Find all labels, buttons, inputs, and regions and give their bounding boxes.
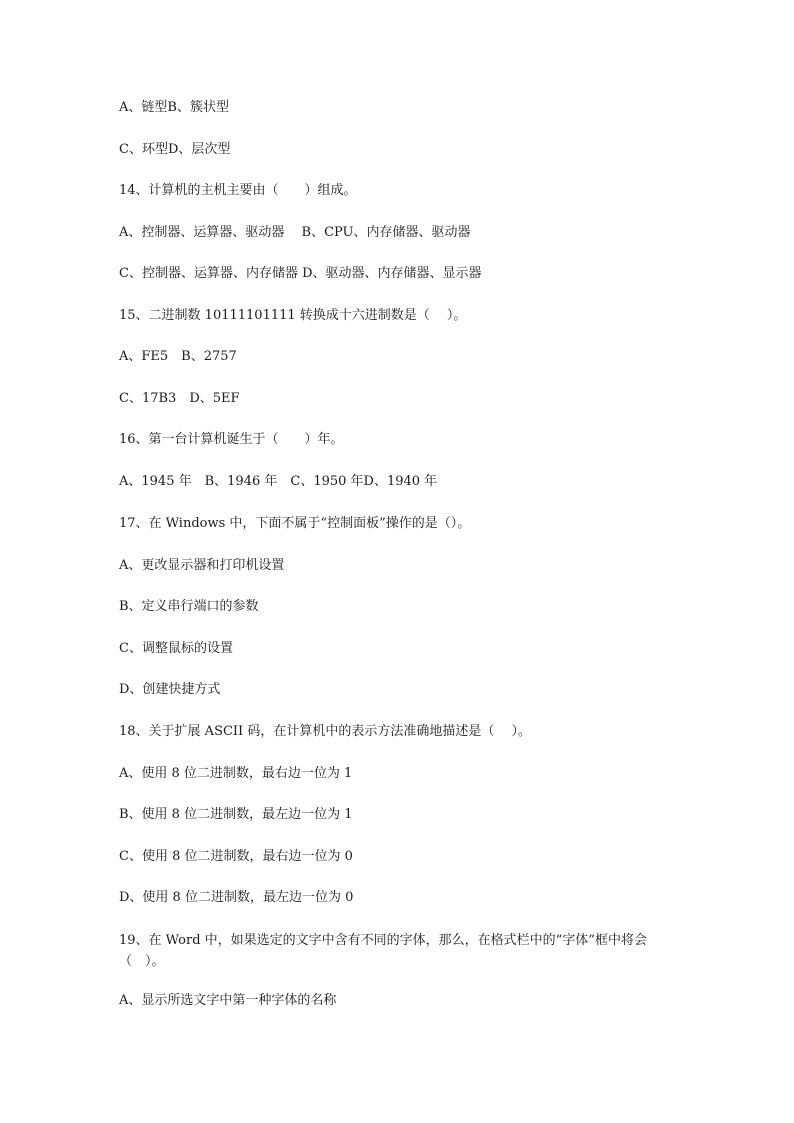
option-line: C、使用 8 位二进制数，最右边一位为 0 [119, 849, 353, 864]
option-line: A、更改显示器和打印机设置 [119, 558, 285, 573]
option-line: B、使用 8 位二进制数，最左边一位为 1 [119, 807, 353, 822]
option-line: C、环型D、层次型 [119, 142, 231, 157]
option-line: A、控制器、运算器、驱动器 B、CPU、内存储器、驱动器 [119, 225, 471, 240]
option-line: A、使用 8 位二进制数，最右边一位为 1 [119, 766, 353, 781]
option-line: B、定义串行端口的参数 [119, 599, 259, 614]
option-line: C、控制器、运算器、内存储器 D、驱动器、内存储器、显示器 [119, 266, 482, 281]
question-17: 17、在 Windows 中，下面不属于“控制面板”操作的是（）。 [119, 516, 471, 531]
option-line: C、调整鼠标的设置 [119, 641, 233, 656]
option-line: A、链型B、簇状型 [119, 100, 229, 115]
question-18: 18、关于扩展 ASCII 码，在计算机中的表示方法准确地描述是（ ）。 [119, 724, 531, 739]
option-line: A、1945 年 B、1946 年 C、1950 年D、1940 年 [119, 474, 438, 489]
question-14: 14、计算机的主机主要由（ ）组成。 [119, 183, 357, 198]
option-line: A、显示所选文字中第一种字体的名称 [119, 993, 337, 1008]
option-line: C、17B3 D、5EF [119, 391, 240, 406]
option-line: D、创建快捷方式 [119, 682, 221, 697]
question-15: 15、二进制数 10111101111 转换成十六进制数是（ ）。 [119, 308, 467, 323]
question-19: 19、在 Word 中，如果选定的文字中含有不同的字体，那么，在格式栏中的“字体”框中将会（ ）。 [119, 933, 647, 969]
question-16: 16、第一台计算机诞生于（ ）年。 [119, 432, 344, 447]
option-line: D、使用 8 位二进制数，最左边一位为 0 [119, 890, 354, 905]
option-line: A、FE5 B、2757 [119, 349, 237, 364]
